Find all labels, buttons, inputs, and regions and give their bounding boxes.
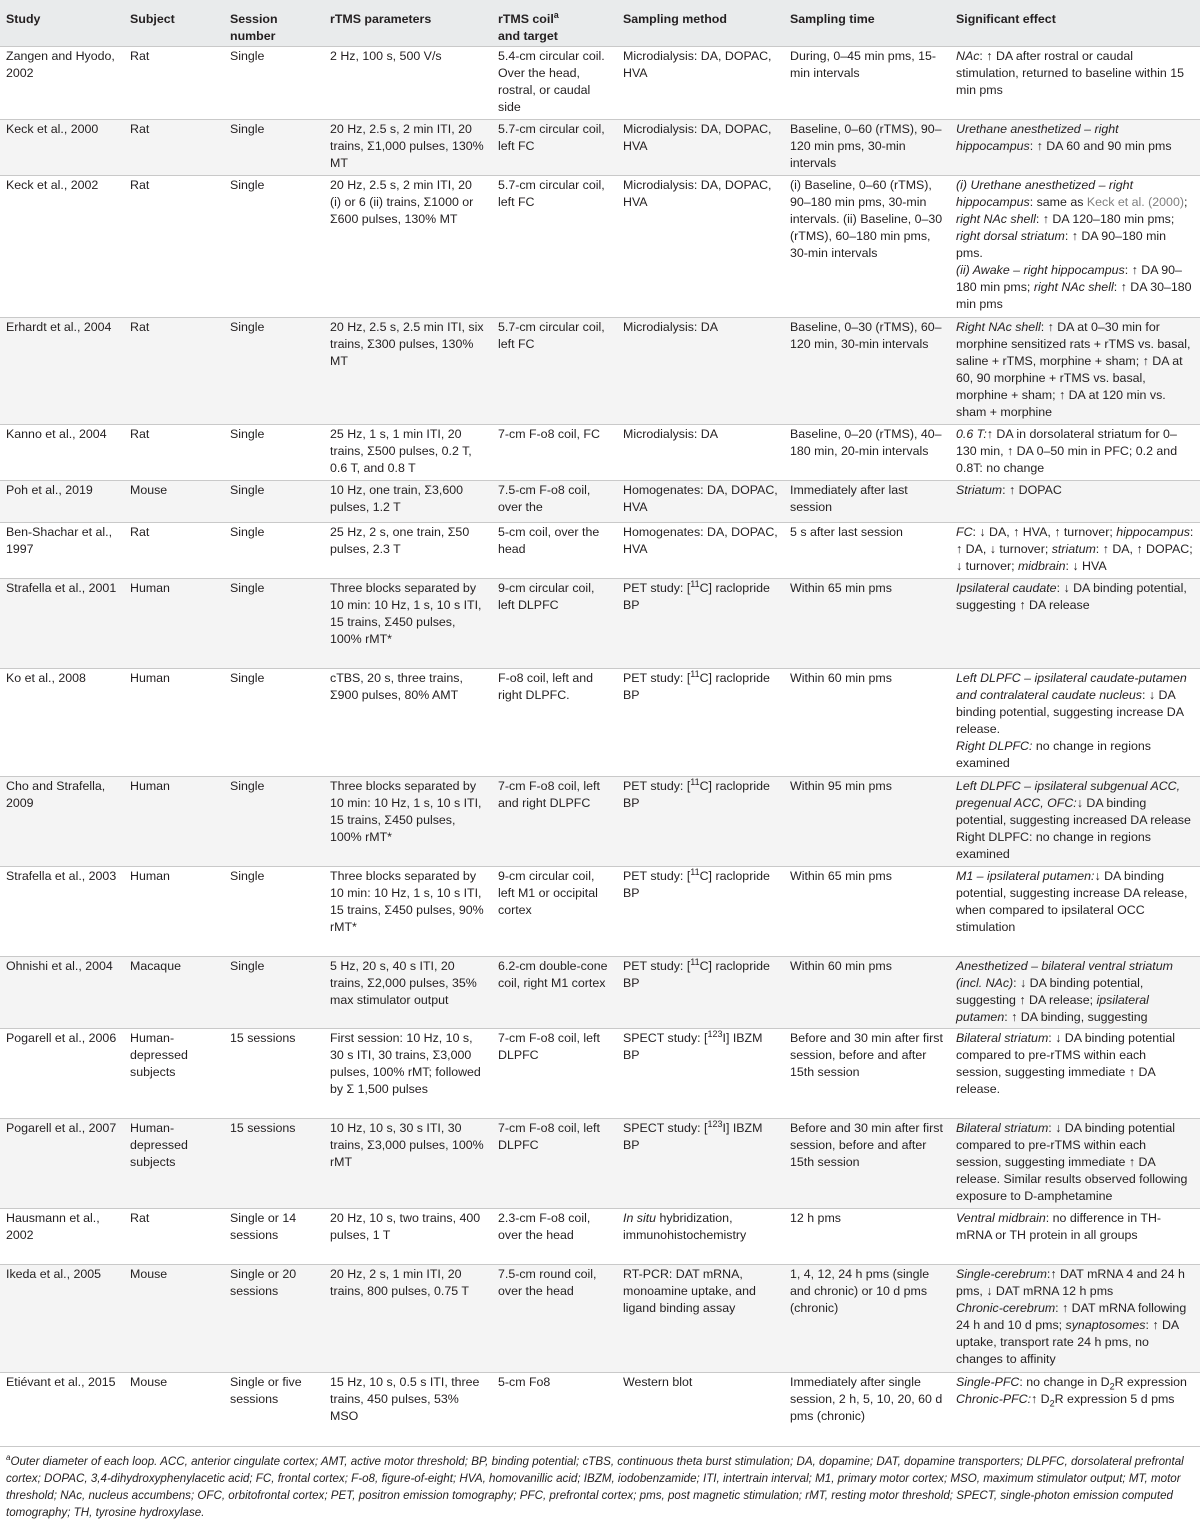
- table-row: [0, 1373, 1200, 1426]
- effect-text: : ↑ DA 90–180 min pms;: [956, 263, 1182, 294]
- cell-sampling-method: Microdialysis: DA: [617, 318, 784, 425]
- cell-sampling-time: During, 0–45 min pms, 15-min intervals: [784, 47, 950, 120]
- isotope-mass-number: 11: [690, 866, 700, 877]
- cell-subject: Mouse: [124, 1265, 224, 1373]
- effect-text: : ↑ DAT mRNA following 24 h and 10 d pms;: [956, 1301, 1187, 1332]
- cell-subject: Human: [124, 867, 224, 957]
- effect-text: : ↑ DA 30–180 min pms: [956, 280, 1192, 311]
- cell-rtms-parameters: 20 Hz, 2.5 s, 2.5 min ITI, six trains, Σ300 pulses, 130% MT: [324, 318, 492, 425]
- effect-region-text: right dorsal striatum: [956, 229, 1065, 243]
- cell-session-number: Single: [224, 523, 324, 579]
- effect-region-text: Right DLPFC:: [956, 739, 1033, 753]
- cell-sampling-time: Immediately after single session, 2 h, 5, 10, 20, 60 d pms (chronic): [784, 1373, 950, 1426]
- effect-region-text: NAc: [956, 49, 980, 63]
- effect-text: : no change in D: [1019, 1375, 1110, 1389]
- cell-sampling-method: [617, 1119, 784, 1209]
- effect-text: 2: [1109, 1381, 1115, 1392]
- cell-session-number: Single or 20 sessions: [224, 1265, 324, 1373]
- effect-region-text: FC: [956, 525, 973, 539]
- cell-session-number: Single: [224, 669, 324, 777]
- header-rtms-parameters: rTMS parameters: [330, 12, 432, 26]
- cell-sampling-method: [617, 777, 784, 867]
- cell-significant-effect: [950, 867, 1200, 957]
- effect-region-text: Ventral midbrain: [956, 1211, 1046, 1225]
- effect-region-text: Chronic-cerebrum: [956, 1301, 1056, 1315]
- cell-study: Kanno et al., 2004: [0, 425, 124, 481]
- effect-text: : ↓ DA binding potential, suggesting ↑ DA release;: [956, 976, 1144, 1007]
- header-sampling-method: Sampling method: [623, 12, 727, 26]
- effect-region-text: Bilateral striatum: [956, 1121, 1049, 1135]
- effect-region-text: right NAc shell: [956, 212, 1036, 226]
- cell-sampling-time: 1, 4, 12, 24 h pms (single and chronic) or 10 d pms (chronic): [784, 1265, 950, 1373]
- effect-text: : ↓ DA, ↑ HVA, ↑ turnover;: [972, 525, 1117, 539]
- cell-session-number: Single: [224, 777, 324, 867]
- cell-rtms-coil: 5.7-cm circular coil, left FC: [492, 318, 617, 425]
- cell-study: Keck et al., 2000: [0, 120, 124, 176]
- table-row: [0, 1265, 1200, 1373]
- table-row: [0, 957, 1200, 1029]
- cell-sampling-method: Homogenates: DA, DOPAC, HVA: [617, 481, 784, 523]
- header-coil-text: rTMS coil: [498, 12, 554, 26]
- cell-rtms-coil: 5.7-cm circular coil, left FC: [492, 120, 617, 176]
- cell-rtms-parameters: 20 Hz, 2.5 s, 2 min ITI, 20 (i) or 6 (ii) trains, Σ1000 or Σ600 pulses, 130% MT: [324, 176, 492, 318]
- cell-sampling-time: Baseline, 0–30 (rTMS), 60–120 min, 30-min intervals: [784, 318, 950, 425]
- method-text: C] raclopride BP: [623, 671, 770, 702]
- effect-text: : no difference in TH-mRNA or TH protein in all groups: [956, 1211, 1162, 1242]
- effect-region-text: Left DLPFC – ipsilateral caudate-putamen and contralateral caudate nucleus: [956, 671, 1187, 702]
- table-row: [0, 176, 1200, 318]
- effect-text: R expression 5 d pms: [1054, 1392, 1175, 1406]
- cell-study: Keck et al., 2002: [0, 176, 124, 318]
- table-row: [0, 867, 1200, 957]
- cell-study: Ben-Shachar et al., 1997: [0, 523, 124, 579]
- table-row: [0, 777, 1200, 867]
- cell-significant-effect: [950, 1209, 1200, 1265]
- cell-session-number: Single: [224, 867, 324, 957]
- cell-significant-effect: [950, 1265, 1200, 1373]
- cell-rtms-coil: 9-cm circular coil, left M1 or occipital cortex: [492, 867, 617, 957]
- cell-subject: Human-depressed subjects: [124, 1029, 224, 1119]
- cell-sampling-method: Microdialysis: DA: [617, 425, 784, 481]
- isotope-mass-number: 11: [690, 668, 700, 679]
- cell-rtms-coil: 2.3-cm F-o8 coil, over the head: [492, 1209, 617, 1265]
- cell-rtms-parameters: 15 Hz, 10 s, 0.5 s ITI, three trains, 450 pulses, 53% MSO: [324, 1373, 492, 1426]
- cell-subject: Human: [124, 669, 224, 777]
- effect-text: : same as: [1029, 195, 1087, 209]
- method-text: PET study: [: [623, 959, 691, 973]
- effect-region-text: right NAc shell: [1033, 280, 1114, 294]
- effect-text: : ↑ DA, ↓ turnover;: [956, 525, 1194, 556]
- cell-subject: Rat: [124, 318, 224, 425]
- effect-text: : ↑ DA uptake, transport rate 24 h pms, no changes to affinity: [956, 1318, 1179, 1366]
- table-row: [0, 425, 1200, 481]
- effect-text: : ↑ DA, ↑ DOPAC; ↓ turnover;: [956, 542, 1193, 573]
- cell-session-number: Single: [224, 47, 324, 120]
- cell-rtms-coil: 7.5-cm F-o8 coil, over the: [492, 481, 617, 523]
- cell-sampling-method: Microdialysis: DA, DOPAC, HVA: [617, 47, 784, 120]
- cell-session-number: Single: [224, 425, 324, 481]
- method-text: SPECT study: [: [623, 1031, 708, 1045]
- table-row: [0, 481, 1200, 523]
- cell-rtms-parameters: 20 Hz, 10 s, two trains, 400 pulses, 1 T: [324, 1209, 492, 1265]
- effect-text: : ↑ DA 120–180 min pms;: [1035, 212, 1175, 226]
- cell-study: Erhardt et al., 2004: [0, 318, 124, 425]
- cell-significant-effect: [950, 47, 1200, 120]
- cell-study: Ohnishi et al., 2004: [0, 957, 124, 1029]
- reference-link[interactable]: Keck et al. (2000): [1086, 195, 1184, 209]
- effect-text: : ↓ DA binding potential compared to pre-rTMS within each session, suggesting immediate ↑ DA release. Similar results observed following exposure to: [956, 1121, 1188, 1203]
- cell-rtms-coil: 7-cm F-o8 coil, left DLPFC: [492, 1119, 617, 1209]
- footnote-mark: a: [6, 1453, 11, 1463]
- cell-significant-effect: [950, 425, 1200, 481]
- effect-region-text: M1 – ipsilateral putamen:: [956, 869, 1095, 883]
- cell-significant-effect: [950, 1119, 1200, 1209]
- cell-subject: Rat: [124, 120, 224, 176]
- cell-subject: Mouse: [124, 1373, 224, 1426]
- cell-sampling-time: Baseline, 0–20 (rTMS), 40–180 min, 20-min intervals: [784, 425, 950, 481]
- cell-sampling-time: Before and 30 min after first session, before and after 15th session: [784, 1119, 950, 1209]
- method-italic-text: In situ: [623, 1211, 657, 1225]
- cell-study: Hausmann et al., 2002: [0, 1209, 124, 1265]
- cell-rtms-coil: 5-cm Fo8: [492, 1373, 617, 1426]
- cell-study: Ko et al., 2008: [0, 669, 124, 777]
- header-session-number: Session number: [230, 12, 278, 43]
- effect-region-text: synaptosomes: [1065, 1318, 1146, 1332]
- cell-study: Zangen and Hyodo, 2002: [0, 47, 124, 120]
- cell-rtms-parameters: Three blocks separated by 10 min: 10 Hz, 1 s, 10 s ITI, 15 trains, Σ450 pulses, 100% rMT*: [324, 777, 492, 867]
- header-coil-text-2: and target: [498, 29, 558, 43]
- header-study: Study: [6, 12, 41, 26]
- cell-session-number: Single: [224, 579, 324, 669]
- cell-study: Pogarell et al., 2006: [0, 1029, 124, 1119]
- cell-rtms-parameters: 25 Hz, 2 s, one train, Σ50 pulses, 2.3 T: [324, 523, 492, 579]
- effect-text: : ↑ DOPAC: [1002, 483, 1062, 497]
- effect-text: ↑ D: [1031, 1392, 1050, 1406]
- cell-subject: Rat: [124, 176, 224, 318]
- cell-rtms-parameters: 20 Hz, 2 s, 1 min ITI, 20 trains, 800 pulses, 0.75 T: [324, 1265, 492, 1373]
- method-text: I] IBZM BP: [623, 1121, 763, 1152]
- header-coil-footnote-mark: a: [553, 9, 559, 20]
- header-sampling-time: Sampling time: [790, 12, 875, 26]
- method-text: PET study: [: [623, 581, 691, 595]
- cell-rtms-parameters: 10 Hz, 10 s, 30 s ITI, 30 trains, Σ3,000 pulses, 100% rMT: [324, 1119, 492, 1209]
- table-body: [0, 47, 1200, 1426]
- cell-session-number: Single or five sessions: [224, 1373, 324, 1426]
- table-row: [0, 1209, 1200, 1265]
- effect-text: : ↑ DA 60 and 90 min pms: [1029, 139, 1172, 153]
- effect-text: : ↓ DA binding potential, suggesting ↑ DA release: [956, 581, 1187, 612]
- cell-rtms-coil: F-o8 coil, left and right DLPFC.: [492, 669, 617, 777]
- effect-region-text: midbrain: [1017, 559, 1066, 573]
- effect-region-text: Left DLPFC – ipsilateral subgenual ACC, pregenual ACC, OFC:: [956, 779, 1181, 810]
- cell-sampling-time: Within 65 min pms: [784, 579, 950, 669]
- method-text: hybridization, immunohistochemistry: [623, 1211, 747, 1242]
- cell-rtms-coil: 7-cm F-o8 coil, left and right DLPFC: [492, 777, 617, 867]
- effect-region-text: Anesthetized – bilateral ventral striatum (incl. NAc): [956, 959, 1173, 990]
- isotope-mass-number: 123: [707, 1028, 723, 1039]
- effect-text: no change in regions examined: [956, 739, 1151, 770]
- table-row: [0, 1029, 1200, 1119]
- header-subject: Subject: [130, 12, 175, 26]
- method-text: C] raclopride BP: [623, 581, 770, 612]
- cell-significant-effect: [950, 579, 1200, 669]
- isotope-mass-number: 11: [690, 776, 700, 787]
- effect-text: : ↓ DA binding potential compared to pre-rTMS within each session, suggesting immediate ↑ DA release.: [956, 1031, 1176, 1096]
- cell-sampling-time: Before and 30 min after first session, before and after 15th session: [784, 1029, 950, 1119]
- table-row: [0, 120, 1200, 176]
- effect-region-text: Striatum: [956, 483, 1003, 497]
- cell-session-number: Single: [224, 957, 324, 1029]
- cell-sampling-method: [617, 957, 784, 1029]
- effect-text: R expression: [1114, 1375, 1187, 1389]
- cell-rtms-coil: 6.2-cm double-cone coil, right M1 cortex: [492, 957, 617, 1029]
- cell-significant-effect: [950, 957, 1200, 1029]
- cell-study: Pogarell et al., 2007: [0, 1119, 124, 1209]
- effect-region-text: Single-PFC: [956, 1375, 1020, 1389]
- method-text: C] raclopride BP: [623, 869, 770, 900]
- cell-rtms-coil: 5.7-cm circular coil, left FC: [492, 176, 617, 318]
- isotope-mass-number: 11: [690, 578, 700, 589]
- effect-text: : ↑ DA at 0–30 min for morphine sensitized rats + rTMS vs. basal, saline + rTMS, morphine + sham; ↑ DA at 60, 90 morphine + rTMS vs. basal, morphine + sham; ↑ DA at 120 min vs. sham + morphine: [956, 320, 1191, 419]
- cell-significant-effect: [950, 777, 1200, 867]
- cell-study: Etiévant et al., 2015: [0, 1373, 124, 1426]
- cell-sampling-time: (i) Baseline, 0–60 (rTMS), 90–180 min pms, 30-min intervals. (ii) Baseline, 0–30 (rTMS), 60–180 min pms, 30-min intervals: [784, 176, 950, 318]
- cell-sampling-method: Microdialysis: DA, DOPAC, HVA: [617, 176, 784, 318]
- cell-rtms-coil: 5.4-cm circular coil. Over the head, rostral, or caudal side: [492, 47, 617, 120]
- cell-significant-effect: [950, 481, 1200, 523]
- table-footnote: [0, 1446, 1200, 1521]
- cell-study: Strafella et al., 2001: [0, 579, 124, 669]
- cell-subject: Rat: [124, 1209, 224, 1265]
- cell-sampling-time: 12 h pms: [784, 1209, 950, 1265]
- effect-region-text: hippocampus: [1116, 525, 1190, 539]
- header-row: [0, 0, 1200, 47]
- effect-text: ↓ DA binding potential, suggesting increase DA release, when compared to ipsilateral OCC stimulation: [956, 869, 1188, 934]
- cell-sampling-method: Western blot: [617, 1373, 784, 1426]
- cell-sampling-method: Homogenates: DA, DOPAC, HVA: [617, 523, 784, 579]
- cell-rtms-parameters: 25 Hz, 1 s, 1 min ITI, 20 trains, Σ500 pulses, 0.2 T, 0.6 T, and 0.8 T: [324, 425, 492, 481]
- cell-subject: Human: [124, 579, 224, 669]
- effect-region-text: Ipsilateral caudate: [956, 581, 1057, 595]
- cell-rtms-parameters: Three blocks separated by 10 min: 10 Hz, 1 s, 10 s ITI, 15 trains, Σ450 pulses, 90% rMT*: [324, 867, 492, 957]
- effect-text: : ↓ DA binding potential, suggesting increase DA release.: [956, 688, 1184, 736]
- method-text: C] raclopride BP: [623, 959, 770, 990]
- effect-region-text: (ii) Awake – right hippocampus: [956, 263, 1125, 277]
- cell-significant-effect: [950, 1373, 1200, 1426]
- effect-text: Right DLPFC: no change in regions examined: [956, 830, 1151, 861]
- method-text: C] raclopride BP: [623, 779, 770, 810]
- cell-session-number: Single or 14 sessions: [224, 1209, 324, 1265]
- cell-subject: Human-depressed subjects: [124, 1119, 224, 1209]
- effect-text: :↑ DAT mRNA 4 and 24 h pms, ↓ DAT mRNA 12 h pms: [956, 1267, 1185, 1298]
- table-row: [0, 47, 1200, 120]
- cell-sampling-method: [617, 579, 784, 669]
- cell-sampling-time: Immediately after last session: [784, 481, 950, 523]
- effect-region-text: Single-cerebrum: [956, 1267, 1047, 1281]
- effect-region-text: Chronic-PFC:: [956, 1392, 1032, 1406]
- cell-rtms-parameters: 2 Hz, 100 s, 500 V/s: [324, 47, 492, 120]
- cell-sampling-method: [617, 867, 784, 957]
- header-significant-effect: Significant effect: [956, 12, 1056, 26]
- effect-region-text: Right NAc shell: [956, 320, 1041, 334]
- header-rtms-coil: [492, 0, 617, 47]
- method-text: SPECT study: [: [623, 1121, 708, 1135]
- cell-subject: Mouse: [124, 481, 224, 523]
- effect-text: : ↑ DA after rostral or caudal stimulation, returned to baseline within 15 min pms: [956, 49, 1184, 97]
- cell-subject: Rat: [124, 47, 224, 120]
- cell-rtms-coil: 7.5-cm round coil, over the head: [492, 1265, 617, 1373]
- table-row: [0, 669, 1200, 777]
- cell-significant-effect: [950, 523, 1200, 579]
- cell-session-number: Single: [224, 176, 324, 318]
- cell-significant-effect: [950, 318, 1200, 425]
- method-text: PET study: [: [623, 779, 691, 793]
- cell-study: Poh et al., 2019: [0, 481, 124, 523]
- cell-sampling-method: Microdialysis: DA, DOPAC, HVA: [617, 120, 784, 176]
- cell-session-number: Single: [224, 481, 324, 523]
- method-text: PET study: [: [623, 671, 691, 685]
- effect-region-text: ipsilateral putamen: [956, 993, 1149, 1024]
- cell-significant-effect: [950, 120, 1200, 176]
- cell-session-number: 15 sessions: [224, 1029, 324, 1119]
- effect-text: ↑ DA in dorsolateral striatum for 0–130 min, ↑ DA 0–50 min in PFC; 0.2 and 0.8T: no change: [956, 427, 1178, 475]
- effect-text: : ↑ DA 90–180 min pms.: [956, 229, 1167, 260]
- cell-rtms-coil: 5-cm coil, over the head: [492, 523, 617, 579]
- cell-session-number: Single: [224, 120, 324, 176]
- isotope-mass-number: 11: [690, 956, 700, 967]
- effect-region-text: (i) Urethane anesthetized – right hippocampus: [956, 178, 1134, 209]
- method-text: I] IBZM BP: [623, 1031, 763, 1062]
- effect-region-text: Bilateral striatum: [956, 1031, 1049, 1045]
- cell-sampling-time: Within 60 min pms: [784, 957, 950, 1029]
- cell-session-number: 15 sessions: [224, 1119, 324, 1209]
- cell-significant-effect: [950, 176, 1200, 318]
- cell-rtms-parameters: First session: 10 Hz, 10 s, 30 s ITI, 30 trains, Σ3,000 pulses, 100% rMT; followed by Σ 1,500 pulses: [324, 1029, 492, 1119]
- table-row: [0, 1119, 1200, 1209]
- table-row: [0, 523, 1200, 579]
- cell-rtms-parameters: 10 Hz, one train, Σ3,600 pulses, 1.2 T: [324, 481, 492, 523]
- cell-sampling-method: [617, 1029, 784, 1119]
- cell-study: Cho and Strafella, 2009: [0, 777, 124, 867]
- footnote-text: Outer diameter of each loop. ACC, anterior cingulate cortex; AMT, active motor threshold; BP, binding potential; cTBS, continuous theta burst stimulation; DA, dopamine; DAT, dopamine transporters; DLPFC, dorsolateral prefrontal cortex; DOPAC, 3,4-dihydroxyphenylacetic acid; FC, frontal cortex; F-o8, figure-of-eight; HVA, homovanillic acid; IBZM, iodobenzamide; ITI, intertrain interval; M1, primary motor cortex; MSO, maximum stimulator output; MT, motor threshold; NAc, nucleus accumbens; OFC, orbitofrontal cortex; PET, positron emission tomography; PFC, prefrontal cortex; pms, post magnetic stimulation; rMT, resting motor threshold; SPECT, single-photon emission computed tomography; TH, tyrosine hydroxylase.: [6, 1455, 1184, 1519]
- effect-text: ;: [1183, 195, 1188, 209]
- cell-subject: Human: [124, 777, 224, 867]
- cell-significant-effect: [950, 669, 1200, 777]
- cell-study: Strafella et al., 2003: [0, 867, 124, 957]
- cell-rtms-coil: 7-cm F-o8 coil, FC: [492, 425, 617, 481]
- cell-sampling-time: Baseline, 0–60 (rTMS), 90–120 min pms, 30-min intervals: [784, 120, 950, 176]
- effect-text: 2: [1049, 1398, 1055, 1409]
- cell-subject: Macaque: [124, 957, 224, 1029]
- cell-sampling-method: [617, 1209, 784, 1265]
- table-row: [0, 579, 1200, 669]
- effect-region-text: 0.6 T:: [956, 427, 987, 441]
- isotope-mass-number: 123: [707, 1118, 723, 1129]
- table-row: [0, 318, 1200, 425]
- effect-text: D-amphetamine: [1024, 1189, 1113, 1203]
- cell-sampling-time: Within 65 min pms: [784, 867, 950, 957]
- effect-text: : ↓ HVA: [1065, 559, 1107, 573]
- cell-rtms-parameters: cTBS, 20 s, three trains, Σ900 pulses, 80% AMT: [324, 669, 492, 777]
- cell-session-number: Single: [224, 318, 324, 425]
- effect-region-text: striatum: [1051, 542, 1096, 556]
- cell-subject: Rat: [124, 425, 224, 481]
- cell-subject: Rat: [124, 523, 224, 579]
- cell-sampling-time: 5 s after last session: [784, 523, 950, 579]
- method-text: PET study: [: [623, 869, 691, 883]
- effect-text: : ↑ DA binding, suggesting: [1004, 1010, 1148, 1024]
- cell-rtms-coil: 7-cm F-o8 coil, left DLPFC: [492, 1029, 617, 1119]
- cell-significant-effect: [950, 1029, 1200, 1119]
- effect-region-text: Urethane anesthetized – right hippocampus: [956, 122, 1119, 153]
- cell-study: Ikeda et al., 2005: [0, 1265, 124, 1373]
- cell-rtms-parameters: 5 Hz, 20 s, 40 s ITI, 20 trains, Σ2,000 pulses, 35% max stimulator output: [324, 957, 492, 1029]
- cell-rtms-coil: 9-cm circular coil, left DLPFC: [492, 579, 617, 669]
- cell-rtms-parameters: 20 Hz, 2.5 s, 2 min ITI, 20 trains, Σ1,000 pulses, 130% MT: [324, 120, 492, 176]
- cell-sampling-method: [617, 669, 784, 777]
- effect-text: ↓ DA binding potential, suggesting increased DA release: [956, 796, 1191, 827]
- cell-sampling-time: Within 60 min pms: [784, 669, 950, 777]
- cell-rtms-parameters: Three blocks separated by 10 min: 10 Hz, 1 s, 10 s ITI, 15 trains, Σ450 pulses, 100% rMT*: [324, 579, 492, 669]
- cell-sampling-time: Within 95 min pms: [784, 777, 950, 867]
- cell-sampling-method: RT-PCR: DAT mRNA, monoamine uptake, and ligand binding assay: [617, 1265, 784, 1373]
